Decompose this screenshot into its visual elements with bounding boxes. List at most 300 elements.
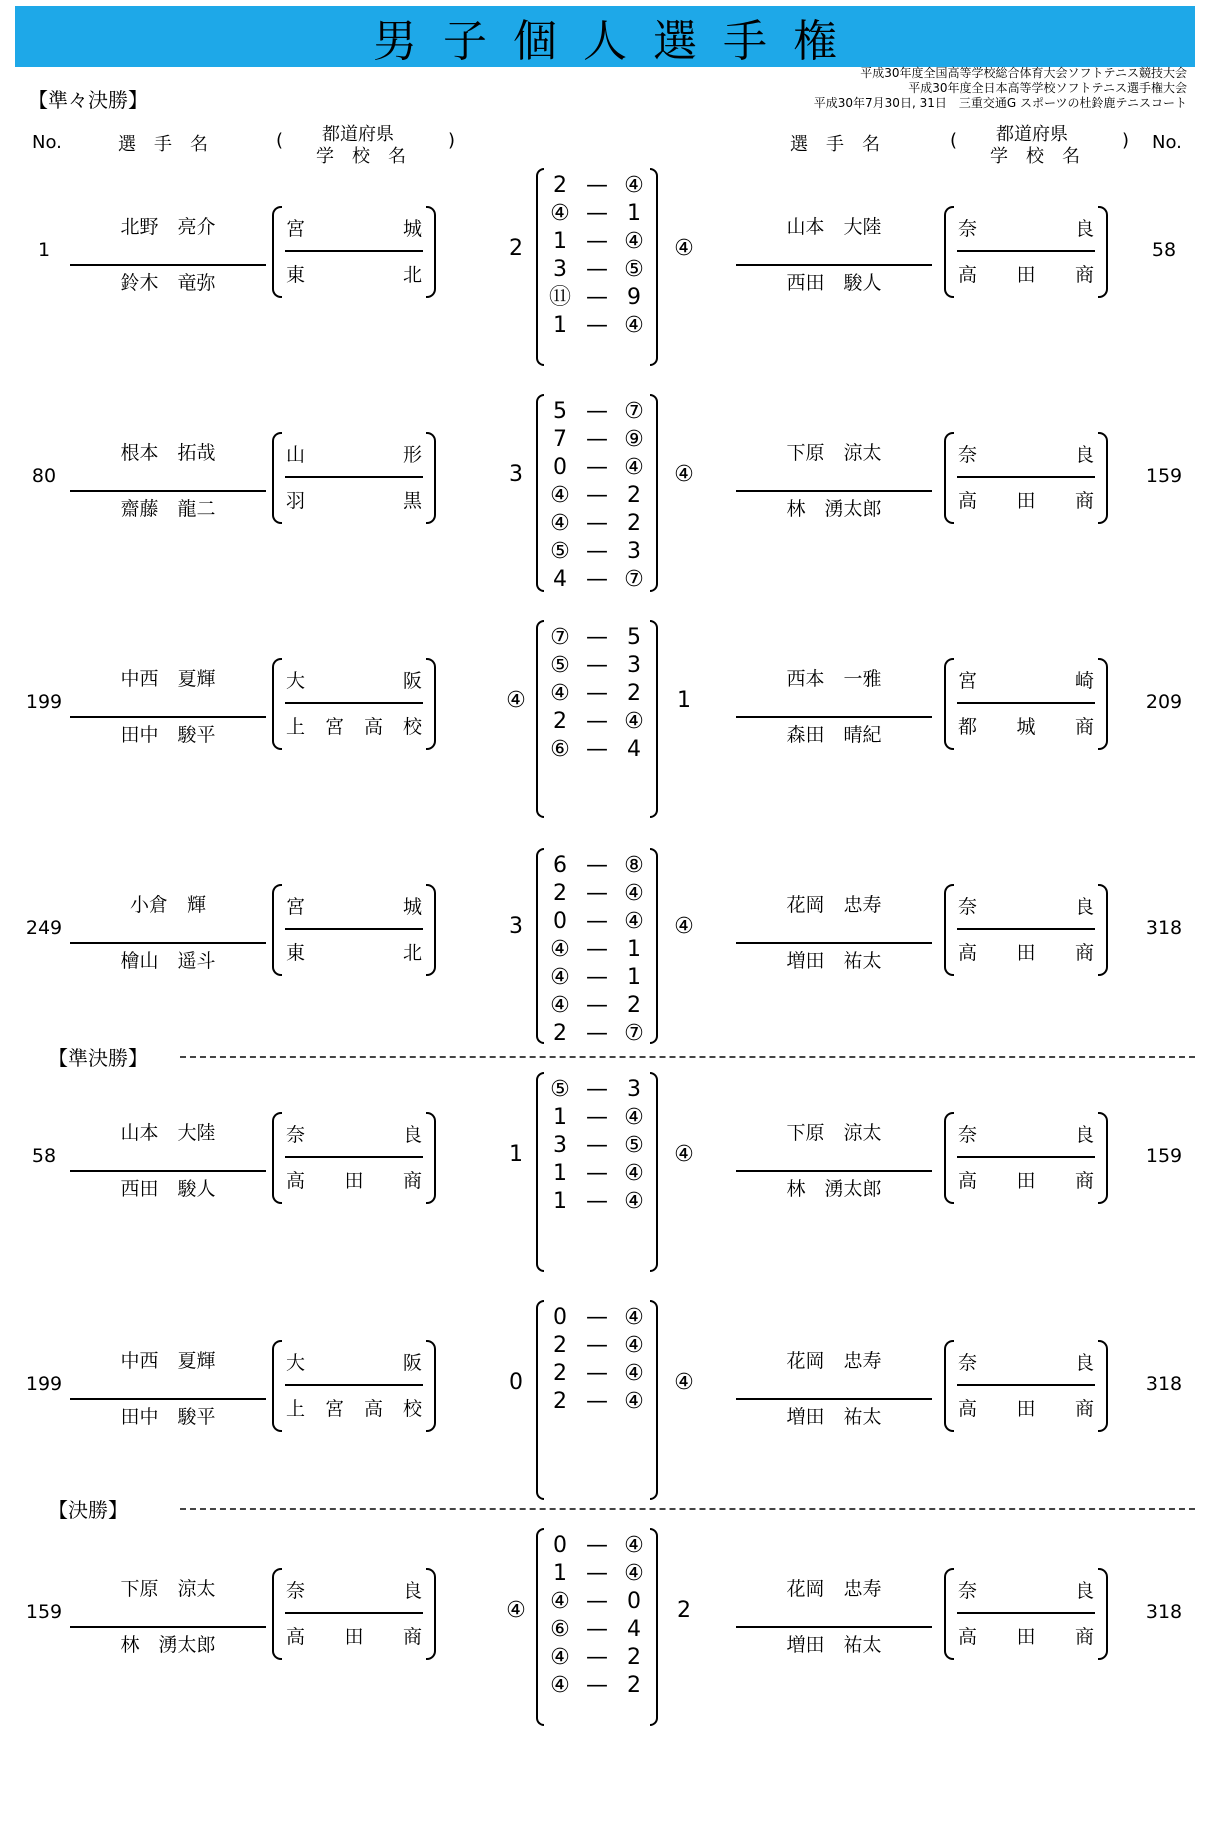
name-underline [736,1170,932,1172]
player-name: 花岡 忠寿 [786,1350,882,1372]
score-bracket-right [650,1300,658,1500]
game-score [546,936,648,964]
school [958,712,1094,739]
game-left: 7 [553,427,567,452]
col-paren-close: ) [448,130,456,151]
game-score [546,1076,648,1104]
game-right: 2 [627,1673,641,1698]
info-line: 平成30年度全日本高等学校ソフトテニス選手権大会 [908,81,1187,95]
game-left: 2 [553,1333,567,1358]
school-char: 北 [402,942,422,964]
player-no: 318 [1145,1601,1183,1623]
player-name: 下原 涼太 [120,1578,216,1600]
school [958,1622,1094,1649]
school [286,712,422,739]
game-right: ④ [624,881,644,906]
score-box [536,1300,658,1500]
game-left: ④ [550,483,570,508]
school [958,1394,1094,1421]
game-score [546,736,648,764]
team-bracket [944,1112,1108,1202]
left-total: ④ [506,1598,526,1623]
school-char: 商 [1074,1398,1094,1420]
game-left: ⑥ [550,737,570,762]
game-dash: — [586,737,608,762]
game-right: ④ [624,1161,644,1186]
school-char: 田 [1016,1398,1036,1420]
school-char: 商 [1074,1626,1094,1648]
school-char: 校 [402,1398,422,1420]
player-name: 下原 涼太 [786,1122,882,1144]
bracket-divider [957,1384,1095,1386]
game-dash: — [586,1105,608,1130]
game-score [546,964,648,992]
school-char: 商 [1074,264,1094,286]
page-title: 男子個人選手権 [373,15,863,67]
school [958,260,1094,287]
game-left: ④ [550,681,570,706]
game-score [546,172,648,200]
player-name: 増田 祐太 [786,950,882,972]
prefecture-char: 良 [1074,1124,1094,1146]
game-score [546,1388,648,1416]
prefecture-char: 阪 [402,670,422,692]
game-score [546,1644,648,1672]
game-left: ④ [550,511,570,536]
bracket-left [944,432,954,524]
score-box [536,394,658,592]
game-score [546,652,648,680]
game-left: 3 [553,1133,567,1158]
bracket-left [944,1340,954,1432]
left-total: 3 [509,914,523,939]
game-score [546,426,648,454]
score-box [536,1528,658,1726]
game-right: 4 [627,737,641,762]
team-bracket [272,206,436,296]
game-left: 6 [553,853,567,878]
game-score [546,1304,648,1332]
game-score [546,680,648,708]
game-dash: — [586,483,608,508]
prefecture-char: 奈 [958,1124,978,1146]
name-underline [70,1170,266,1172]
score-bracket-right [650,848,658,1044]
player-no: 159 [25,1601,63,1623]
player-name: 山本 大陸 [786,216,882,238]
bracket-right [1098,1340,1108,1432]
game-right: ⑦ [624,1021,644,1046]
team-bracket [272,658,436,748]
game-right: 5 [627,625,641,650]
game-right: ④ [624,1361,644,1386]
team-bracket [944,658,1108,748]
game-dash: — [586,1021,608,1046]
player-name: 増田 祐太 [786,1634,882,1656]
school-char: 田 [1016,264,1036,286]
school-char: 宮 [324,716,344,738]
game-score [546,454,648,482]
school [958,486,1094,513]
game-left: 1 [553,229,567,254]
bracket-left [944,1112,954,1204]
right-total: ④ [674,462,694,487]
game-dash: — [586,937,608,962]
prefecture-char: 奈 [958,218,978,240]
game-dash: — [586,1673,608,1698]
name-underline [736,942,932,944]
school-char: 田 [1016,1626,1036,1648]
header-info [814,66,1187,111]
team-bracket [272,884,436,974]
bracket-right [1098,1568,1108,1660]
prefecture-char: 良 [1074,218,1094,240]
bracket-left [272,206,282,298]
school-char: 高 [363,1398,383,1420]
bracket-left [272,432,282,524]
col-player: 選 手 名 [118,134,208,155]
school-char: 田 [1016,1170,1036,1192]
prefecture [286,214,422,241]
prefecture-char: 宮 [286,218,306,240]
game-right: ⑨ [624,427,644,452]
game-right: ⑦ [624,567,644,592]
prefecture-char: 大 [286,1352,306,1374]
school-char: 高 [958,1170,978,1192]
game-score [546,852,648,880]
game-score [546,1672,648,1700]
game-left: ⑤ [550,1077,570,1102]
game-dash: — [586,539,608,564]
game-left: 2 [553,709,567,734]
name-underline [736,490,932,492]
school-char: 高 [286,1626,306,1648]
prefecture-char: 奈 [958,896,978,918]
bracket-left [944,1568,954,1660]
name-underline [70,1398,266,1400]
game-score [546,1160,648,1188]
score-bracket-right [650,620,658,818]
game-score [546,1588,648,1616]
name-underline [70,942,266,944]
name-underline [736,716,932,718]
prefecture [958,892,1094,919]
right-total: ④ [674,1370,694,1395]
school-char: 田 [344,1626,364,1648]
game-score [546,312,648,340]
team-bracket [944,884,1108,974]
player-name: 西田 駿人 [120,1178,216,1200]
prefecture-char: 良 [1074,444,1094,466]
team-bracket [944,1568,1108,1658]
game-right: 0 [627,1589,641,1614]
bracket-right [1098,658,1108,750]
bracket-divider [957,250,1095,252]
school-char: 東 [286,942,306,964]
info-line: 平成30年度全国高等学校総合体育大会ソフトテニス競技大会 [860,66,1187,80]
col-pref: 都道府県 [996,124,1068,145]
team-bracket [272,1568,436,1658]
right-total: ④ [674,236,694,261]
col-no: No. [32,132,62,153]
game-left: 0 [553,909,567,934]
game-right: ④ [624,1561,644,1586]
school [286,1394,422,1421]
game-score [546,880,648,908]
game-score [546,1020,648,1048]
game-dash: — [586,511,608,536]
game-left: ④ [550,965,570,990]
game-left: 1 [553,1561,567,1586]
game-right: 2 [627,483,641,508]
player-name: 森田 晴紀 [786,724,882,746]
player-no: 199 [25,1373,63,1395]
game-dash: — [586,201,608,226]
bracket-divider [285,1156,423,1158]
game-right: 2 [627,511,641,536]
bracket-divider [957,1156,1095,1158]
score-bracket-right [650,1072,658,1272]
game-right: ④ [624,313,644,338]
score-bracket-left [536,848,544,1044]
bracket-left [944,884,954,976]
game-right: ⑧ [624,853,644,878]
game-left: ④ [550,201,570,226]
school-char: 東 [286,264,306,286]
prefecture [958,1120,1094,1147]
school-char: 高 [286,1170,306,1192]
bracket-divider [285,250,423,252]
team-bracket [944,432,1108,522]
bracket-left [272,884,282,976]
school-char: 田 [1016,942,1036,964]
game-score [546,510,648,538]
bracket-right [426,1568,436,1660]
bracket-right [426,206,436,298]
col-paren-close: ) [1122,130,1130,151]
school [286,486,422,513]
player-name: 西田 駿人 [786,272,882,294]
game-score [546,482,648,510]
game-left: 1 [553,313,567,338]
game-dash: — [586,709,608,734]
score-box [536,848,658,1044]
school [286,260,422,287]
game-score [546,566,648,594]
game-dash: — [586,257,608,282]
game-dash: — [586,1589,608,1614]
game-right: 2 [627,993,641,1018]
bracket-left [944,206,954,298]
team-bracket [944,1340,1108,1430]
player-name: 増田 祐太 [786,1406,882,1428]
game-left: 2 [553,1021,567,1046]
team-bracket [272,1340,436,1430]
game-left: ⑥ [550,1617,570,1642]
school-char: 羽 [286,490,306,512]
game-dash: — [586,1077,608,1102]
game-right: ④ [624,909,644,934]
game-dash: — [586,1361,608,1386]
title-banner [15,6,1195,67]
game-score [546,1560,648,1588]
player-name: 中西 夏輝 [120,1350,216,1372]
col-school: 学 校 名 [990,146,1080,167]
player-name: 花岡 忠寿 [786,1578,882,1600]
player-no: 1 [37,239,51,261]
col-pref: 都道府県 [322,124,394,145]
game-dash: — [586,993,608,1018]
prefecture-char: 良 [1074,896,1094,918]
school [958,1166,1094,1193]
bracket-left [944,658,954,750]
game-score [546,284,648,312]
game-left: 2 [553,173,567,198]
school-char: 高 [363,716,383,738]
game-score [546,624,648,652]
player-no: 58 [31,1145,57,1167]
name-underline [70,716,266,718]
game-right: ⑤ [624,1133,644,1158]
game-score [546,200,648,228]
left-total: 0 [509,1370,523,1395]
player-name: 中西 夏輝 [120,668,216,690]
player-no: 199 [25,691,63,713]
game-right: 2 [627,681,641,706]
school-char: 宮 [324,1398,344,1420]
game-left: ④ [550,1673,570,1698]
game-score [546,398,648,426]
right-total: 2 [677,1598,691,1623]
prefecture [958,214,1094,241]
game-dash: — [586,965,608,990]
player-no: 318 [1145,917,1183,939]
team-bracket [272,1112,436,1202]
game-left: 4 [553,567,567,592]
bracket-divider [285,928,423,930]
bracket-right [426,432,436,524]
game-left: ⑦ [550,625,570,650]
player-name: 根本 拓哉 [120,442,216,464]
score-bracket-right [650,1528,658,1726]
game-dash: — [586,567,608,592]
game-score [546,1188,648,1216]
school [286,1622,422,1649]
game-right: ④ [624,1389,644,1414]
bracket-right [1098,1112,1108,1204]
game-left: 1 [553,1105,567,1130]
prefecture-char: 奈 [958,444,978,466]
game-dash: — [586,1645,608,1670]
section-label: 【準決勝】 [48,1046,148,1070]
right-total: ④ [674,1142,694,1167]
game-right: ⑤ [624,257,644,282]
game-dash: — [586,173,608,198]
prefecture [958,1576,1094,1603]
prefecture [286,892,422,919]
game-right: 3 [627,1077,641,1102]
bracket-left [272,1340,282,1432]
game-dash: — [586,909,608,934]
game-right: ④ [624,709,644,734]
prefecture-char: 良 [1074,1580,1094,1602]
prefecture [286,440,422,467]
game-score [546,1332,648,1360]
prefecture [958,1348,1094,1375]
school-char: 上 [286,1398,306,1420]
bracket-divider [957,928,1095,930]
bracket-divider [285,1384,423,1386]
prefecture-char: 山 [286,444,306,466]
game-dash: — [586,653,608,678]
bracket-left [272,1568,282,1660]
game-dash: — [586,681,608,706]
game-dash: — [586,1561,608,1586]
right-total: ④ [674,914,694,939]
game-score [546,256,648,284]
player-name: 山本 大陸 [120,1122,216,1144]
game-right: ④ [624,1105,644,1130]
game-dash: — [586,881,608,906]
player-no: 209 [1145,691,1183,713]
game-right: 1 [627,201,641,226]
score-bracket-left [536,1528,544,1726]
game-left: 5 [553,399,567,424]
game-score [546,908,648,936]
game-dash: — [586,625,608,650]
game-left: ④ [550,1589,570,1614]
bracket-left [272,658,282,750]
game-left: 0 [553,455,567,480]
game-right: 3 [627,653,641,678]
score-bracket-left [536,1300,544,1500]
player-name: 齋藤 龍二 [120,498,216,520]
section-label: 【準々決勝】 [28,88,148,112]
left-total: 2 [509,236,523,261]
school [958,938,1094,965]
game-dash: — [586,1189,608,1214]
prefecture [286,1576,422,1603]
game-score [546,1360,648,1388]
game-dash: — [586,1617,608,1642]
bracket-divider [285,1612,423,1614]
game-right: ④ [624,1533,644,1558]
section-divider [180,1056,1195,1058]
game-dash: — [586,399,608,424]
game-left: ④ [550,937,570,962]
game-right: ④ [624,229,644,254]
prefecture-char: 形 [402,444,422,466]
player-name: 下原 涼太 [786,442,882,464]
player-name: 北野 亮介 [120,216,216,238]
col-no: No. [1152,132,1182,153]
prefecture-char: 城 [402,218,422,240]
game-dash: — [586,853,608,878]
game-right: ④ [624,1333,644,1358]
prefecture-char: 宮 [958,670,978,692]
game-left: 1 [553,1161,567,1186]
game-left: 0 [553,1305,567,1330]
game-left: ④ [550,993,570,1018]
prefecture-char: 良 [402,1124,422,1146]
game-right: 9 [627,285,641,310]
game-dash: — [586,1333,608,1358]
game-left: 3 [553,257,567,282]
game-score [546,1104,648,1132]
prefecture [286,1120,422,1147]
school-char: 上 [286,716,306,738]
bracket-divider [285,476,423,478]
